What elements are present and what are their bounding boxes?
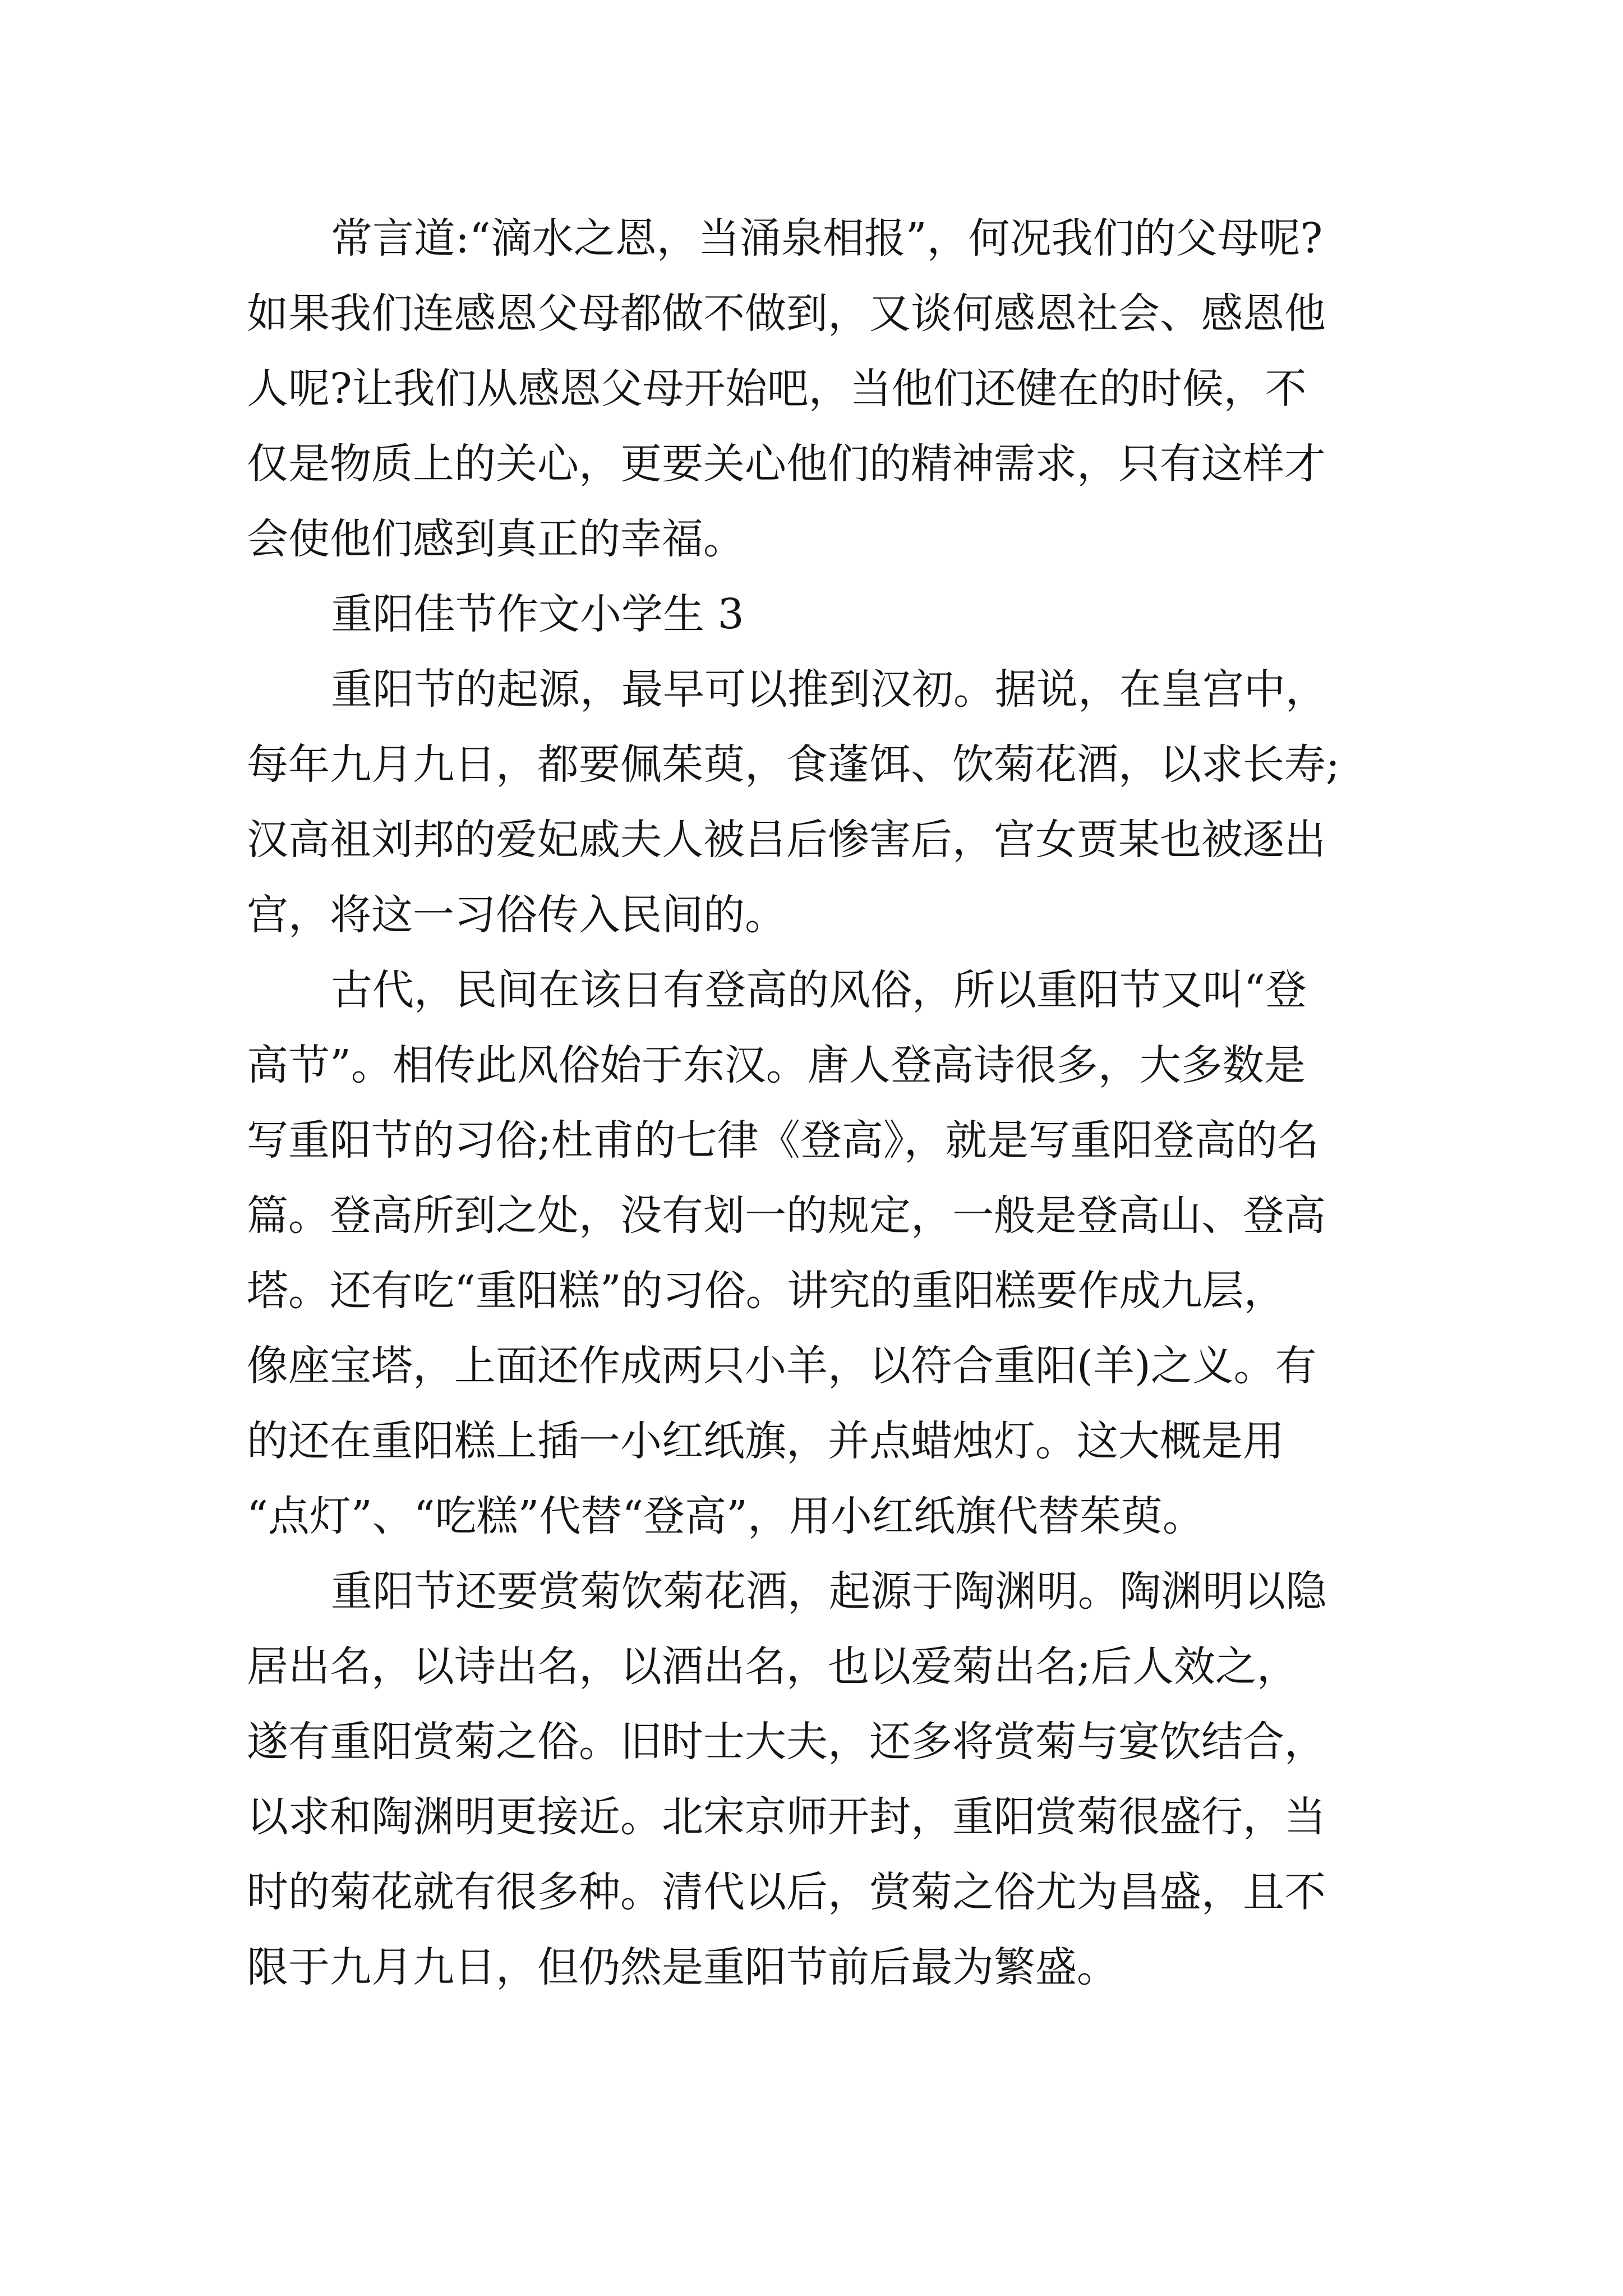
text-line: 重阳节的起源，最早可以推到汉初。据说，在皇宫中， [331,665,1327,714]
text-line: 宫，将这一习俗传入民间的。 [247,891,786,939]
text-line: 高节”。相传此风俗始于东汉。唐人登高诗很多，大多数是 [247,1041,1306,1089]
text-line: 居出名，以诗出名，以酒出名，也以爱菊出名;后人效之， [247,1642,1298,1691]
text-line: 汉高祖刘邦的爱妃戚夫人被吕后惨害后，宫女贾某也被逐出 [247,816,1326,864]
text-line: 如果我们连感恩父母都做不做到，又谈何感恩社会、感恩他 [247,289,1326,338]
text-line: 塔。还有吃“重阳糕”的习俗。讲究的重阳糕要作成九层， [247,1267,1285,1315]
text-line: 每年九月九日，都要佩茱萸，食蓬饵、饮菊花酒，以求长寿; [247,740,1340,789]
text-line: 写重阳节的习俗;杜甫的七律《登高》，就是写重阳登高的名 [247,1116,1319,1165]
section-heading: 重阳佳节作文小学生 3 [331,590,744,638]
text-line: 限于九月九日，但仍然是重阳节前后最为繁盛。 [247,1943,1118,1991]
text-line: 重阳节还要赏菊饮菊花酒，起源于陶渊明。陶渊明以隐 [331,1567,1327,1616]
text-line: 遂有重阳赏菊之俗。旧时士大夫，还多将赏菊与宴饮结合， [247,1718,1326,1766]
text-line: 以求和陶渊明更接近。北宋京师开封，重阳赏菊很盛行，当 [247,1793,1326,1841]
text-line: 会使他们感到真正的幸福。 [247,515,745,563]
text-line: 像座宝塔，上面还作成两只小羊，以符合重阳(羊)之义。有 [247,1342,1317,1390]
text-line: 的还在重阳糕上插一小红纸旗，并点蜡烛灯。这大概是用 [247,1417,1284,1465]
text-line: 人呢?让我们从感恩父母开始吧，当他们还健在的时候，不 [247,365,1307,413]
text-line: 古代，民间在该日有登高的风俗，所以重阳节又叫“登 [331,966,1307,1014]
text-line: 时的菊花就有很多种。清代以后，赏菊之俗尤为昌盛，且不 [247,1868,1326,1916]
text-line: 篇。登高所到之处，没有划一的规定，一般是登高山、登高 [247,1191,1326,1240]
text-line: 仅是物质上的关心，更要关心他们的精神需求，只有这样才 [247,440,1326,488]
text-line: 常言道:“滴水之恩，当涌泉相报”，何况我们的父母呢? [331,214,1323,263]
text-line: “点灯”、“吃糕”代替“登高”，用小红纸旗代替茱萸。 [247,1492,1204,1540]
